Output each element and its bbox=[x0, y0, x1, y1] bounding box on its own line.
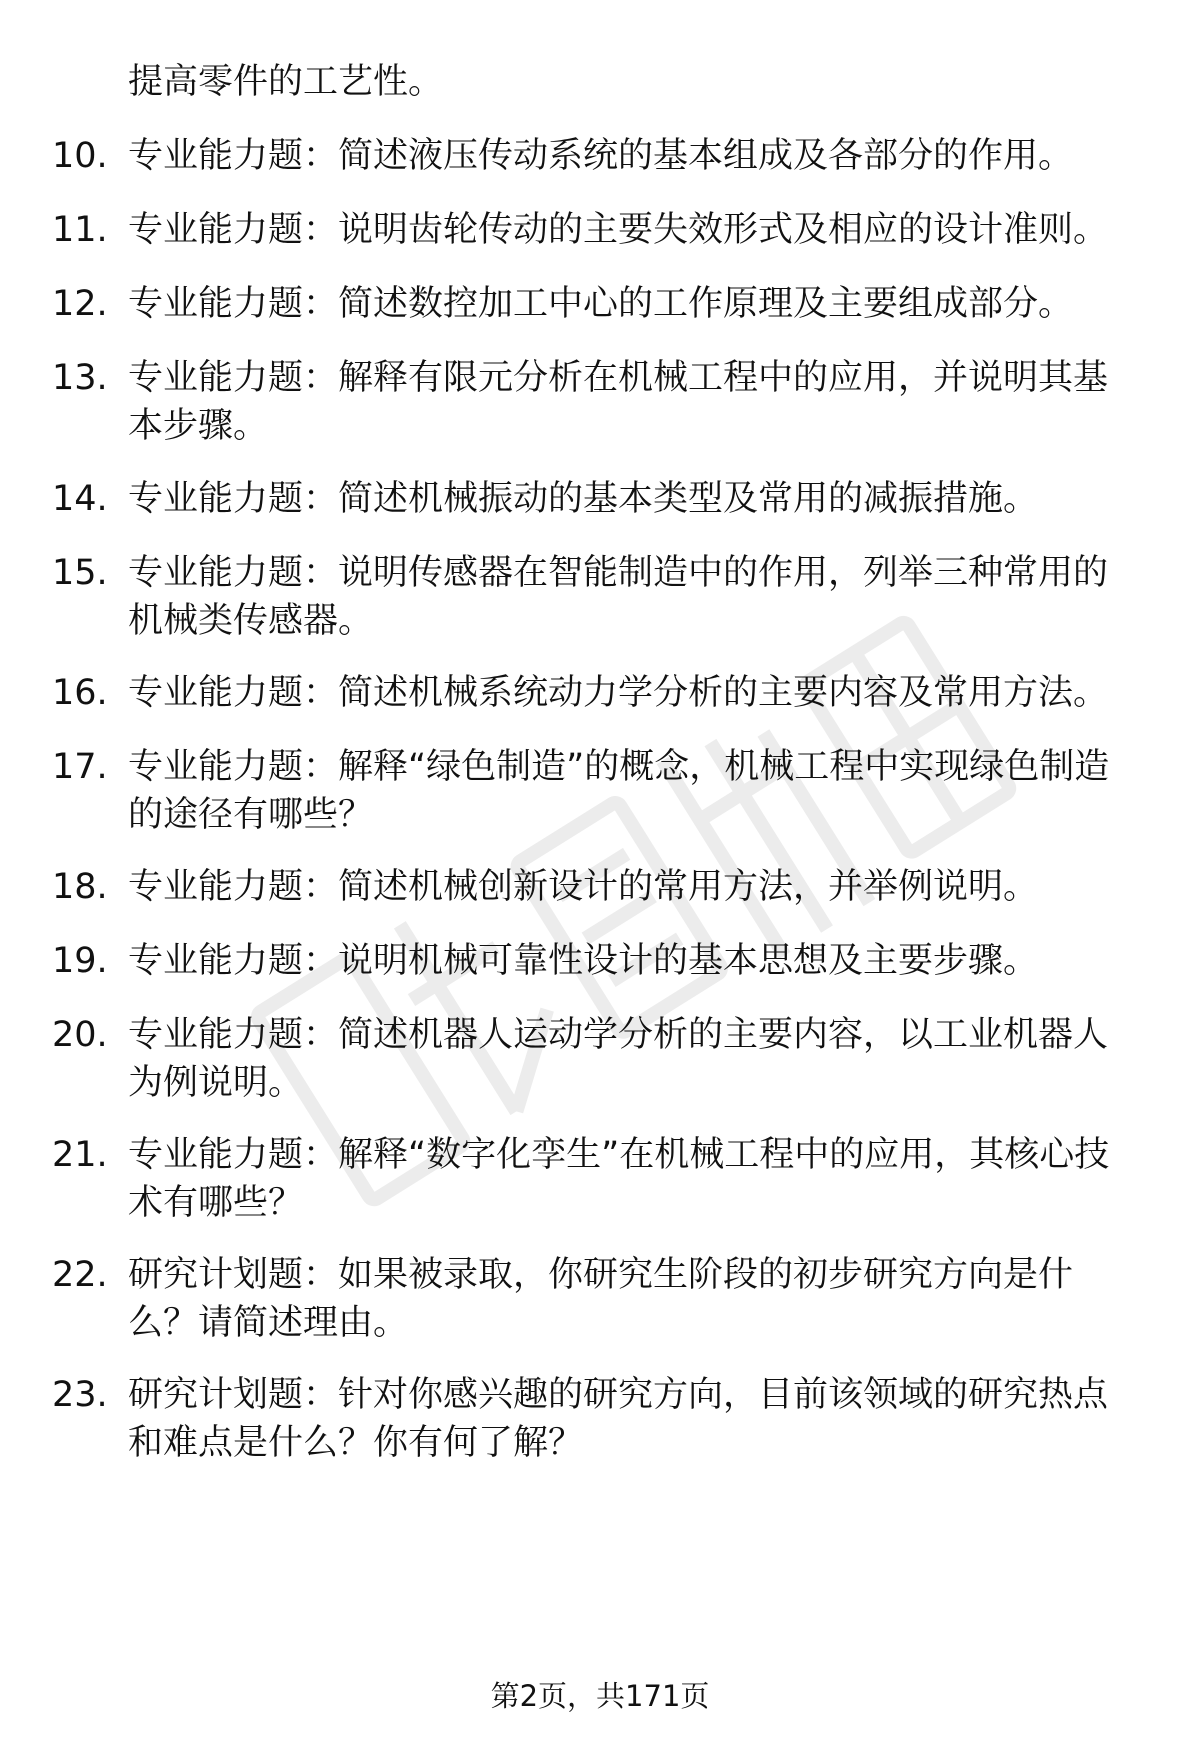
question-number: 11. bbox=[52, 210, 108, 250]
question-text: 专业能力题：解释有限元分析在机械工程中的应用，并说明其基本步骤。 bbox=[128, 358, 1109, 446]
question-text: 专业能力题：简述机械系统动力学分析的主要内容及常用方法。 bbox=[128, 673, 1109, 713]
question-text: 专业能力题：简述机械创新设计的常用方法，并举例说明。 bbox=[128, 867, 1039, 907]
continuation-text: 提高零件的工艺性。 bbox=[128, 62, 444, 102]
question-number: 12. bbox=[52, 284, 108, 324]
question-number: 14. bbox=[52, 479, 108, 519]
question-number: 18. bbox=[52, 867, 108, 907]
question-text: 专业能力题：简述机器人运动学分析的主要内容，以工业机器人为例说明。 bbox=[128, 1015, 1109, 1103]
question-text: 研究计划题：针对你感兴趣的研究方向，目前该领域的研究热点和难点是什么？你有何了解？ bbox=[128, 1375, 1109, 1463]
question-number: 13. bbox=[52, 358, 108, 398]
question-number: 19. bbox=[52, 941, 108, 981]
question-number: 15. bbox=[52, 553, 108, 593]
question-text: 专业能力题：简述数控加工中心的工作原理及主要组成部分。 bbox=[128, 284, 1074, 324]
question-number: 16. bbox=[52, 673, 108, 713]
question-text: 专业能力题：解释“绿色制造”的概念，机械工程中实现绿色制造的途径有哪些？ bbox=[128, 747, 1110, 835]
question-text: 专业能力题：简述液压传动系统的基本组成及各部分的作用。 bbox=[128, 136, 1074, 176]
question-text: 专业能力题：说明机械可靠性设计的基本思想及主要步骤。 bbox=[128, 941, 1039, 981]
page-footer: 第2页，共171页 bbox=[490, 1679, 710, 1713]
question-text: 专业能力题：说明齿轮传动的主要失效形式及相应的设计准则。 bbox=[128, 210, 1109, 250]
question-text: 专业能力题：说明传感器在智能制造中的作用，列举三种常用的机械类传感器。 bbox=[128, 553, 1109, 641]
question-number: 22. bbox=[52, 1255, 108, 1295]
question-number: 23. bbox=[52, 1375, 108, 1415]
question-number: 17. bbox=[52, 747, 108, 787]
question-number: 10. bbox=[52, 136, 108, 176]
question-text: 专业能力题：简述机械振动的基本类型及常用的减振措施。 bbox=[128, 479, 1039, 519]
question-number: 20. bbox=[52, 1015, 108, 1055]
question-text: 专业能力题：解释“数字化孪生”在机械工程中的应用，其核心技术有哪些？ bbox=[128, 1135, 1110, 1223]
question-number: 21. bbox=[52, 1135, 108, 1175]
question-text: 研究计划题：如果被录取，你研究生阶段的初步研究方向是什么？请简述理由。 bbox=[128, 1255, 1074, 1343]
